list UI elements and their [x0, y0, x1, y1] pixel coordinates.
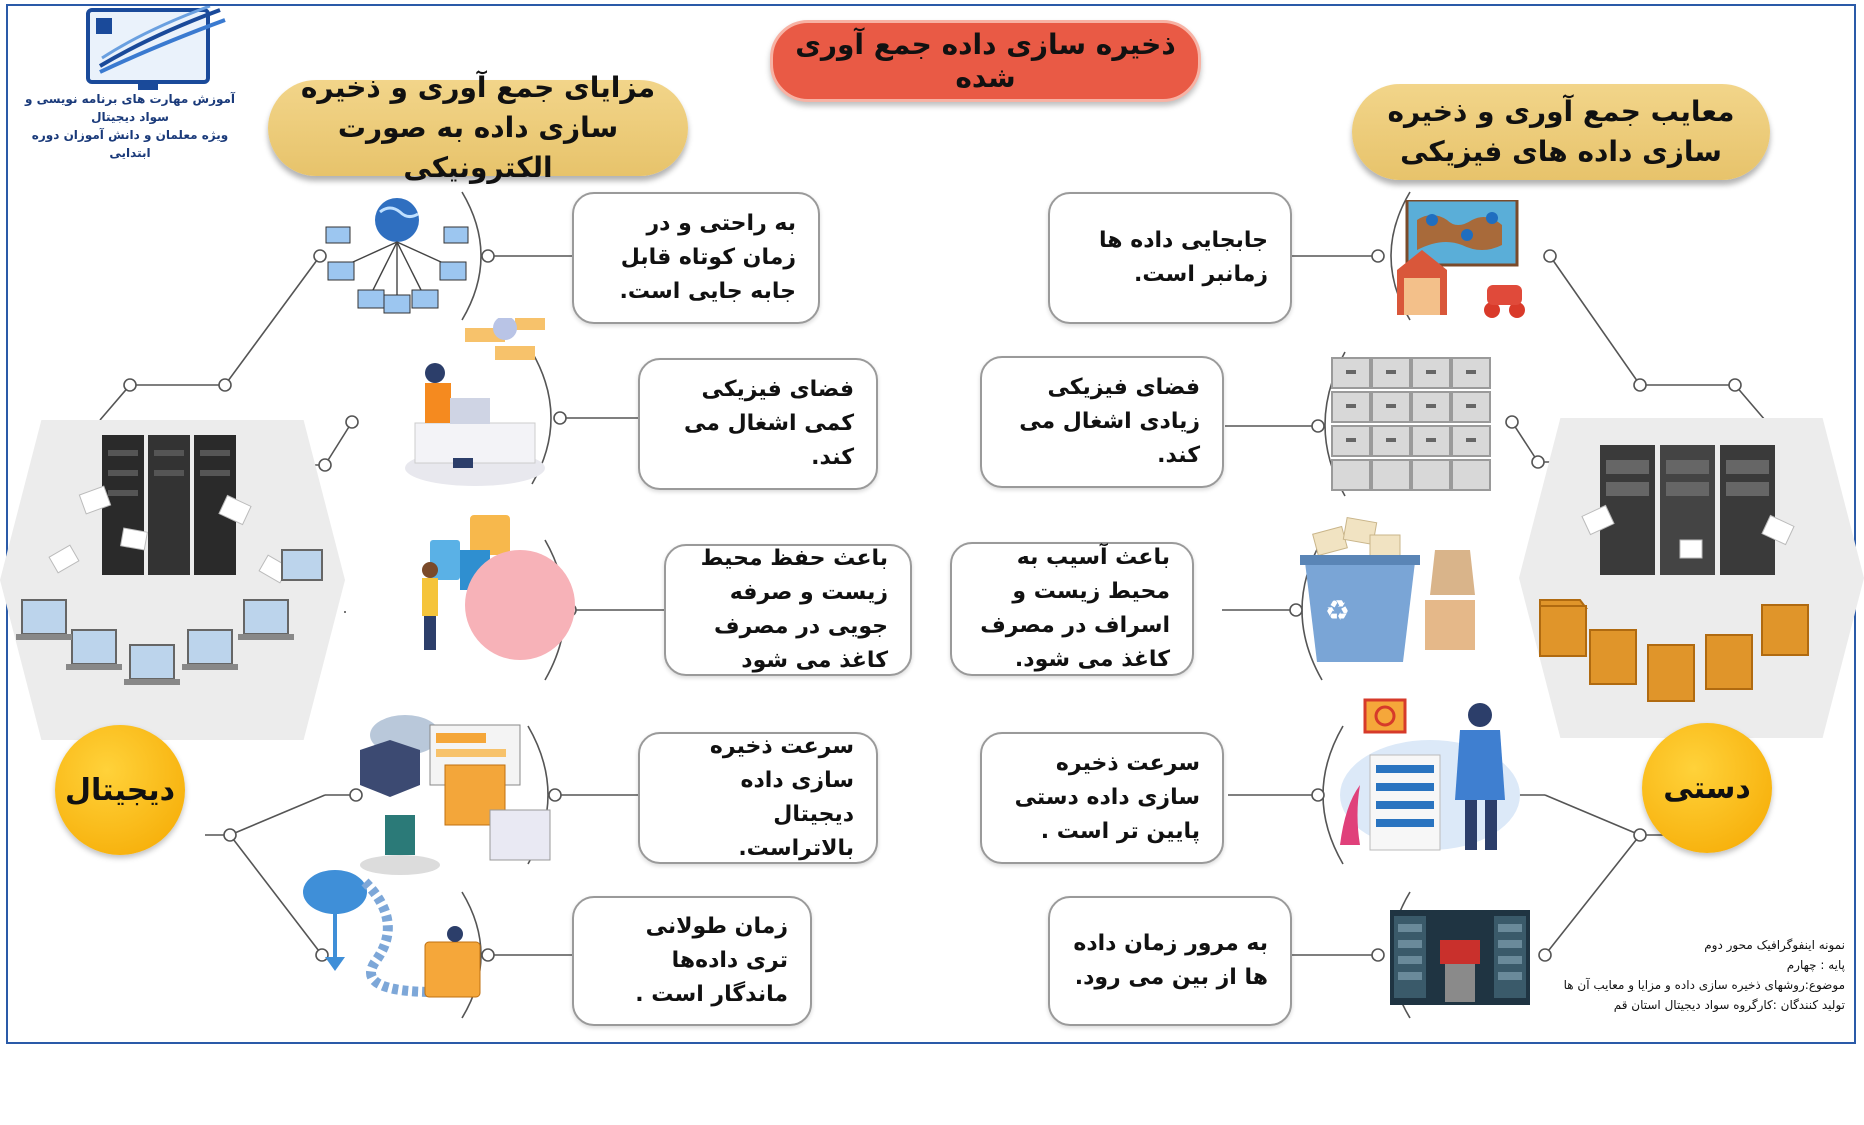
logo-line-2: ویژه معلمان و دانش آموزان دوره ابتدایی: [31, 128, 229, 160]
network-globe-icon: [322, 192, 472, 321]
advantage-item-5: [572, 896, 812, 1026]
manual-badge: دستی: [1642, 723, 1772, 853]
disadvantage-text-2: فضای فیزیکی زیادی اشغال می کند.: [1019, 375, 1200, 468]
filing-cabinet-icon: [1330, 356, 1495, 498]
archive-room-icon: [1390, 910, 1530, 1009]
logo-monitor-icon: [80, 6, 230, 98]
advantage-text-1: به راحتی و در زمان کوتاه قابل جابه جایی است.: [619, 211, 796, 304]
logo-caption: [10, 90, 250, 162]
footer-line-4: تولید کنندگان :کارگروه سواد دیجیتال استان قم: [1613, 998, 1845, 1012]
disadvantage-text-3: باعث آسیب به محیط زیست و اسراف در مصرف کاغذ می شود.: [980, 545, 1170, 672]
advantage-text-3: باعث حفظ محیط زیست و صرفه جویی در مصرف کاغذ می شود: [700, 546, 888, 673]
footer-line-2: پایه : چهارم: [1786, 958, 1845, 972]
advantage-text-2: فضای فیزیکی کمی اشغال می کند.: [684, 377, 854, 470]
logo-line-1: آموزش مهارت های برنامه نویسی و سواد دیجیتال: [24, 92, 236, 124]
advantage-text-4: سرعت ذخیره سازی داده دیجیتال بالاتراست.: [709, 734, 854, 861]
map-delivery-icon: [1392, 200, 1532, 324]
person-archive-search-icon: [1330, 695, 1530, 859]
disadvantages-header: معایب جمع آوری و ذخیره سازی داده های فیزیکی: [1352, 84, 1770, 180]
advantage-item-3: [664, 544, 912, 676]
disadvantage-item-2: [980, 356, 1224, 488]
disadvantage-item-4: [980, 732, 1224, 864]
disadvantage-text-4: سرعت ذخیره سازی داده دستی پایین تر است .: [1014, 751, 1200, 844]
footer-credits: [1545, 935, 1845, 1015]
digital-servers-icon: [12, 430, 332, 734]
digital-badge: دیجیتال: [55, 725, 185, 855]
advantage-text-5: زمان طولانی تری داده‌ها ماندگار است .: [635, 914, 788, 1007]
main-title: ذخیره سازی داده جمع آوری شده: [770, 20, 1201, 102]
advantage-item-1: [572, 192, 820, 324]
disadvantage-text-5: به مرور زمان داده ها از بین می رود.: [1073, 931, 1268, 990]
cloud-dataflow-icon: [295, 862, 490, 1016]
advantage-item-4: [638, 732, 878, 864]
footer-line-3: موضوع:روشهای ذخیره سازی داده و مزایا و معایب آن ها: [1563, 978, 1845, 992]
disadvantage-text-1: جابجایی داده ها زمانبر است.: [1099, 228, 1268, 287]
disadvantage-item-1: [1048, 192, 1292, 324]
manual-archive-icon: [1530, 430, 1850, 734]
svg-text:♻: ♻: [1324, 594, 1350, 627]
advantage-item-2: [638, 358, 878, 490]
recycle-bin-paper-icon: [1295, 510, 1480, 669]
eco-paper-icon: [400, 510, 580, 664]
person-computer-icon: [395, 318, 555, 497]
disadvantage-item-3: [950, 542, 1194, 676]
footer-line-1: نمونه اینفوگرافیک محور دوم: [1704, 938, 1845, 952]
advantages-header: مزایای جمع آوری و ذخیره سازی داده به صورت الکترونیکی: [268, 80, 688, 176]
disadvantage-item-5: [1048, 896, 1292, 1026]
